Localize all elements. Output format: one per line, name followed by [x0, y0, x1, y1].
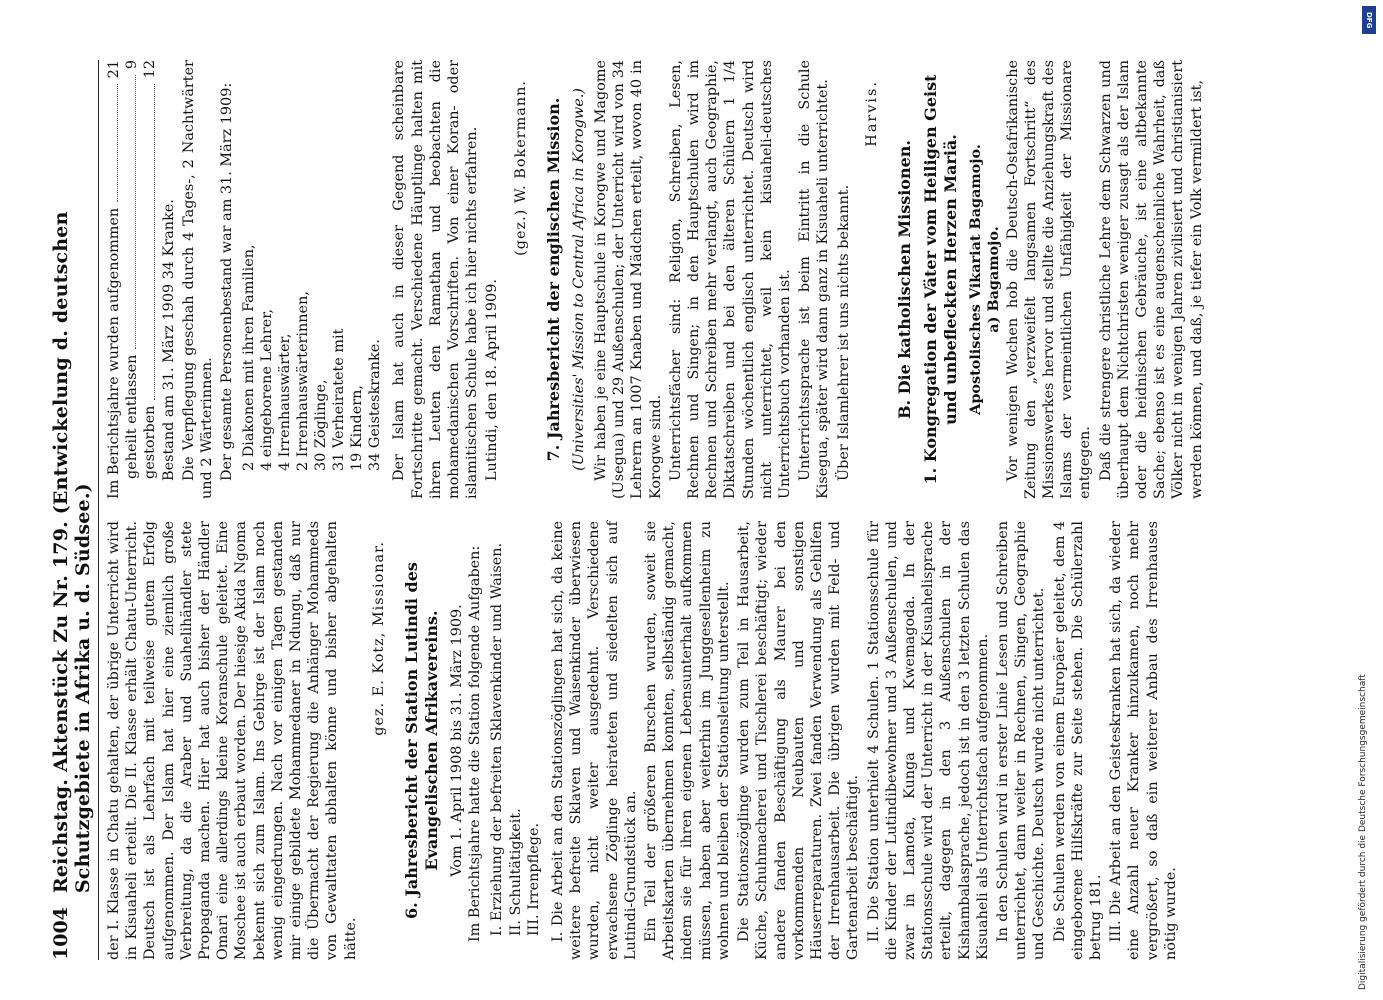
stat-value: 12 [142, 60, 159, 79]
left-column [105, 521, 1208, 960]
list-item: II. Schultätigkeit. [507, 808, 524, 936]
page-header [50, 60, 99, 960]
paragraph: Die Schulen werden von einem Europäer geleitet, dem 4 eingeborene Hilfskräfte zur Seite stehen. Die Schülerzahl betrug 181. [1051, 521, 1104, 960]
list-item: III. Irrenpflege. [525, 822, 542, 936]
signature: (gez.) W. Bokermann. [512, 80, 529, 256]
staff-list [240, 60, 384, 471]
paragraph: Der Islam hat auch in dieser Gegend scheinbare Fortschritte gemacht. Verschiedene Häuptlinge halten mit ihren Leuten den Ramathan und beobachten die mohamedanischen Vorschriften. Von einer Koran- oder islamitischen Schule habe ich hier nichts erfahren. [391, 60, 481, 499]
paragraph: Daß die strengere christliche Lehre dem Schwarzen und überhaupt dem Nichtchristen weniger zusagt als der Islam oder die heidnischen Gebräuche, ist eine altbekannte Sache; ebenso ist es eine augenscheinliche Wahrheit, daß Völker nicht in wenigen Jahren zivilisiert und christianisiert werden können, und daß, je tiefer ein Volk vermildert ist, [1097, 60, 1205, 499]
stats-table [105, 60, 160, 499]
stat-value: 9 [124, 60, 141, 70]
paragraph: Der gesamte Personenbestand war am 31. März 1909: [219, 82, 236, 481]
paragraph: Ein Teil der größeren Burschen wurden, soweit sie Arbeitskarten übernehmen konnten, selbständig gemacht, indem sie für ihren eigenen Lebensunterhalt aufkommen müssen, haben aber weiterhin im Junggesellenheim zu wohnen und bleiben der Stationsleitung unterstellt. [643, 521, 732, 960]
section-heading: 7. Jahresbericht der englischen Mission. [543, 97, 563, 462]
list-item: I. Erziehung der befreiten Sklavenkinder und Waisen. [489, 542, 506, 936]
paragraph: Bestand am 31. März 1909 34 Kranke. [160, 199, 177, 481]
section-heading: 1. Kongregation der Väter vom Heiligen Geist und unbefleckten Herzen Mariä. [921, 74, 961, 485]
dfg-logo: DFG [1362, 6, 1376, 34]
list-item: 19 Kindern, [349, 385, 366, 471]
paragraph: I. Die Arbeit an den Stationszöglingen hat sich, da keine weitere befreite Sklaven und Waisenkinder überwiesen wurden, nicht weiter ausgedehnt. Verschiedene erwachsene Zöglinge heirateten und siedelten sich auf Lutindi-Grundstück an. [550, 521, 639, 960]
paragraph: In den Schulen wird in erster Linie Lesen und Schreiben unterrichtet, dann weiter in Rechnen, Singen, Geographie und Geschichte. Deutsch wurde nicht unterrichtet. [994, 521, 1048, 960]
stat-label: Im Berichtsjahre wurden aufgenommen [106, 207, 122, 499]
section-subtitle: (Universities' Mission to Central Africa in Korogwe.) [570, 88, 587, 471]
list-item: 4 eingeborene Lehrer, [259, 308, 276, 471]
subsection-heading: Apostolisches Vikariat Bagamojo. [967, 144, 985, 415]
subsection-heading: a) Bagamojo. [985, 226, 1003, 333]
signature: gez. E. Kotz, Missionar. [370, 541, 387, 736]
date-line: Lutindi, den 18. April 1909. [484, 279, 501, 481]
list-item: 2 Irrenhauswärterinnen, [295, 291, 312, 471]
paragraph: Die Verpflegung geschah durch 4 Tages-, 2 Nachtwärter und 2 Wärterinnen. [180, 60, 216, 499]
list-item: 2 Diakonen mit ihren Familien, [241, 244, 258, 471]
stat-value: 21 [106, 60, 122, 79]
stat-row [105, 60, 123, 499]
page-title: Reichstag. Aktenstück Zu Nr. 179. (Entwickelung d. deutschen Schutzgebiete in Afrika u. d. Südsee.) [50, 211, 94, 894]
task-list [488, 521, 543, 936]
paragraph: Im Berichtsjahre hatte die Station folgende Aufgaben: [467, 545, 484, 942]
section-heading: 6. Jahresbericht der Station Lutindi des Evangelischen Afrikavereins. [402, 562, 442, 919]
paragraph: Unterrichtssprache ist beim Eintritt in die Schule Kisegua, später wird dann ganz in Kisuaheli unterrichtet. [797, 60, 832, 499]
list-item: 4 Irrenhauswärter, [277, 333, 294, 471]
stat-label: gestorben [142, 405, 159, 479]
section-heading: B. Die katholischen Missionen. [895, 140, 915, 420]
page-number: 1004 [50, 907, 72, 960]
list-item: 34 Geisteskranke. [367, 339, 384, 471]
right-column [105, 60, 1208, 499]
signature: Harvis. [863, 80, 880, 147]
list-item: 31 Verheiratete mit [331, 328, 348, 471]
paragraph: Vor wenigen Wochen hob die Deutsch-Ostafrikanische Zeitung den „verzweifelt langsamen Fortschritt“ des Missionswerkes hervor und stellte die Anziehungskraft des Islams der vermeintlichen Unfähigkeit der Missionare entgegen. [1004, 60, 1094, 499]
paragraph: III. Die Arbeit an den Geisteskranken hat sich, da wieder eine Anzahl neuer Kranker hinzukamen, noch mehr vergrößert, so daß ein weiterer Anbau des Irrenhauses nötig wurde. [1108, 521, 1179, 960]
paragraph: Wir haben je eine Hauptschule in Korogwe und Magome (Usegua) und 29 Außenschulen; der Unterricht wird von 34 Lehrern an 1007 Knaben und Mädchen erteilt, wovon 40 in Korogwe sind. [593, 60, 664, 499]
paragraph: II. Die Station unterhielt 4 Schulen. 1 Stationsschule für die Kinder der Lutindibewohner und 3 Außenschulen, und zwar in Lamota, Kunga und Kwemagoda. In der Stationsschule wird der Unterricht in der Kisuahelisprache erteilt, dagegen in den 3 Außenschulen in der Kishambalasprache, jedoch ist in den 3 letzten Schulen das Kisuaheli als Unterrichtsfach aufgenommen. [865, 521, 991, 960]
paragraph: Unterrichtsfächer sind: Religion, Schreiben, Lesen, Rechnen und Singen; in den Hauptschulen wird im Rechnen und Schreiben mehr verlangt, auch Geographie, Diktatschreiben und bei den älteren Schülern 1 1/4 Stunden wöchentlich englisch unterrichtet. Deutsch wird nicht unterrichtet, weil kein kisuaheli-deutsches Unterrichtsbuch vorhanden ist. [667, 60, 794, 499]
paragraph: Die Stationszöglinge wurden zum Teil in Hausarbeit, Küche, Schuhmacherei und Tischlerei beschäftigt; wieder andere fanden Beschäftigung als Maurer bei den vorkommenden Neubauten und sonstigen Häuserreparaturen. Zwei fanden Verwendung als Gehilfen der Irrenhausarbeit. Die übrigen wurden mit Feld- und Gartenarbeit beschäftigt. [736, 521, 862, 960]
paragraph: Über Islamlehrer ist uns nichts bekannt. [835, 184, 852, 481]
digitization-credit: Digitalisierung gefördert durch die Deutsche Forschungsgemeinschaft [1358, 674, 1368, 990]
paragraph: der I. Klasse in Chatu gehalten, der übrige Unterricht wird in Kisuaheli erteilt. Die II. Klasse erhält Chatu-Unterricht. Deutsch ist als Lehrfach mit teilweise gutem Erfolg aufgenommen. Der Islam hat hier eine ziemlich große Verbreitung, da die Araber und Suahelihändler stete Propaganda machen. Hier hat auch bisher der Händler Omari eine allerdings kleine Koranschule geleitet. Eine Moschee ist auch erbaut worden. Der hiesige Akida Ngoma bekennt sich zum Islam. Ins Gebirge ist der Islam noch wenig eingedrungen. Nach vor einigen Tagen gestanden mir einige gebildete Mohammedaner in Ndungu, daß nur die Übermacht der Regierung die Anhänger Mohammeds von Gewalttaten abhalten könne und bisher abgehalten hätte. [106, 521, 359, 960]
period: Vom 1. April 1908 bis 31. März 1909. [449, 604, 466, 877]
list-item: 30 Zöglinge, [313, 379, 330, 471]
stat-row [123, 60, 141, 499]
stat-row [141, 60, 159, 499]
stat-label: geheilt entlassen [124, 354, 141, 479]
